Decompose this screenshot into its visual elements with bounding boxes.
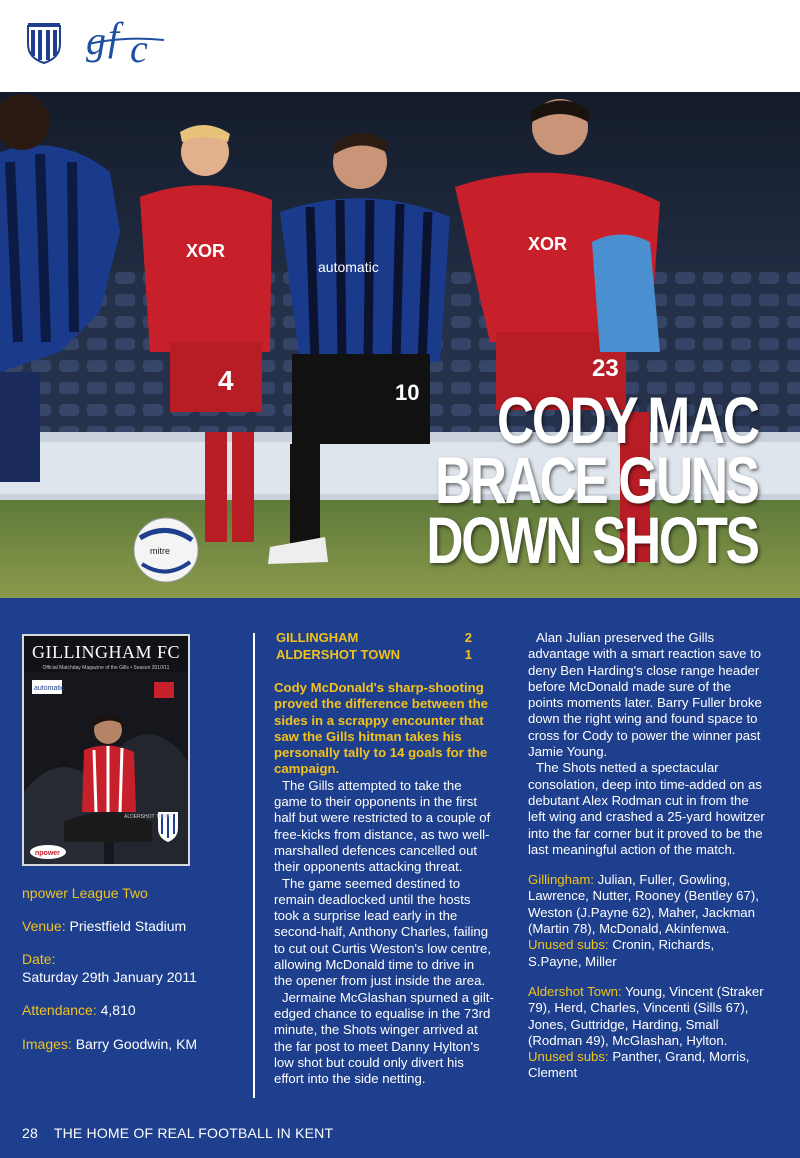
headline-line-1: CODY MAC <box>497 383 758 457</box>
attendance-label: Attendance: <box>22 1002 97 1018</box>
away-team: ALDERSHOT TOWN <box>276 647 400 662</box>
svg-text:4: 4 <box>218 365 234 396</box>
svg-text:npower: npower <box>35 850 60 857</box>
svg-text:XOR: XOR <box>186 241 226 261</box>
article-column-2 <box>528 630 768 1082</box>
images-value: Barry Goodwin, KM <box>75 1036 198 1052</box>
football <box>134 518 198 582</box>
images-label: Images: <box>22 1036 72 1052</box>
league-name: npower League Two <box>22 885 148 901</box>
programme-cover <box>22 634 190 866</box>
article-column-1 <box>274 680 496 1087</box>
article-paragraph-2: The game seemed destined to remain deadlocked until the hosts took a surprise lead early in the second-half, Anthony Charles, failing to cut out Curtis Weston's low centre, allowing McDonald time to drive in the opener from just inside the area. <box>274 875 492 989</box>
svg-text:10: 10 <box>395 380 420 405</box>
referee <box>592 235 660 353</box>
svg-text:automatic: automatic <box>318 259 379 275</box>
lineup-home-players: Julian, Fuller, Gowling, Lawrence, Nutter, Rooney (Bentley 67), Weston (J.Payne 62), Maher, Jackman (Martin 78), McDonald, Akinfenwa. <box>528 872 759 937</box>
article-intro: Cody McDonald's sharp-shooting proved the difference between the sides in a scrappy encounter that saw the Gills hitman takes his personally tally to 14 goals for the campaign. <box>274 680 488 777</box>
venue-value: Priestfield Stadium <box>69 918 187 934</box>
svg-text:f: f <box>108 18 120 59</box>
footer-tagline: THE HOME OF REAL FOOTBALL IN KENT <box>53 1125 334 1141</box>
lineup-away <box>528 984 768 1082</box>
article-paragraph-4: Alan Julian preserved the Gills advantage with a smart reaction save to deny Ben Harding's close range header before McDonald made sure of the points moments later. Barry Fuller broke down the right wing and found space to cross for Cody to power the winner past Jamie Young. <box>528 630 762 760</box>
images-info <box>22 1035 197 1053</box>
venue-info <box>22 917 186 935</box>
lineup-away-label: Aldershot Town: <box>528 983 622 999</box>
lineup-home-subs-label: Unused subs: <box>528 937 609 953</box>
match-photo <box>0 92 800 598</box>
attendance-info <box>22 1001 136 1019</box>
headline-line-3: DOWN SHOTS <box>426 503 758 577</box>
lineup-home-label: Gillingham: <box>528 872 594 888</box>
svg-text:XOR: XOR <box>528 234 568 254</box>
date-info <box>22 950 197 986</box>
headline <box>426 383 758 577</box>
page-footer <box>22 1125 333 1141</box>
svg-text:mitre: mitre <box>150 546 170 556</box>
cover-photo <box>24 672 188 864</box>
venue-label: Venue: <box>22 918 66 934</box>
svg-text:g: g <box>86 18 106 63</box>
svg-text:23: 23 <box>592 355 619 382</box>
article-paragraph-3: Jermaine McGlashan spurned a gilt-edged chance to equalise in the 73rd minute, the Shots winger arrived at the far post to meet Danny Hylton's low shot but could only divert his effort into the side netting. <box>274 989 494 1087</box>
lineup-away-players: Young, Vincent (Straker 79), Herd, Charles, Vincenti (Sills 67), Jones, Guttridge, Harding, Small (Rodman 49), McGlashan, Hylton. <box>528 983 764 1048</box>
home-score: 2 <box>464 630 472 645</box>
article-paragraph-1: The Gills attempted to take the game to their opponents in the first half but were restricted to a couple of free-kicks from distance, as two well-marshalled defences cancelled out their opponents attacking threat. <box>274 777 491 875</box>
lineup-away-subs: Panther, Grand, Morris, Clement <box>528 1049 750 1081</box>
away-score: 1 <box>464 647 472 662</box>
cover-title: GILLINGHAM FC <box>32 642 180 662</box>
article-paragraph-5: The Shots netted a spectacular consolation, deep into time-added on as debutant Alex Rodman cut in from the left wing and crashed a 25-yard howitzer into the far corner but it proved to be the last meaningful action of the match. <box>528 760 765 857</box>
home-team: GILLINGHAM <box>276 630 359 645</box>
attendance-value: 4,810 <box>100 1002 136 1018</box>
cover-subtitle: Official Matchday Magazine of the Gills • Season 2010/11 <box>42 665 170 671</box>
score-away <box>276 647 472 662</box>
date-label: Date: <box>22 951 56 967</box>
column-divider <box>253 633 255 1098</box>
top-bar <box>0 0 800 92</box>
page-number: 28 <box>22 1125 38 1141</box>
svg-text:automatic: automatic <box>34 685 65 692</box>
lineup-home-subs: Cronin, Richards, S.Payne, Miller <box>528 937 715 969</box>
date-value: Saturday 29th January 2011 <box>22 969 197 985</box>
lineup-away-subs-label: Unused subs: <box>528 1049 609 1065</box>
gillingham-crest-icon <box>26 22 62 64</box>
headline-line-2: BRACE GUNS <box>435 443 758 517</box>
svg-text:ALDERSHOT TOWN: ALDERSHOT TOWN <box>124 814 171 820</box>
lineup-home <box>528 872 768 970</box>
svg-text:c: c <box>130 26 148 70</box>
gfc-logo <box>84 18 168 70</box>
score-home <box>276 630 472 645</box>
